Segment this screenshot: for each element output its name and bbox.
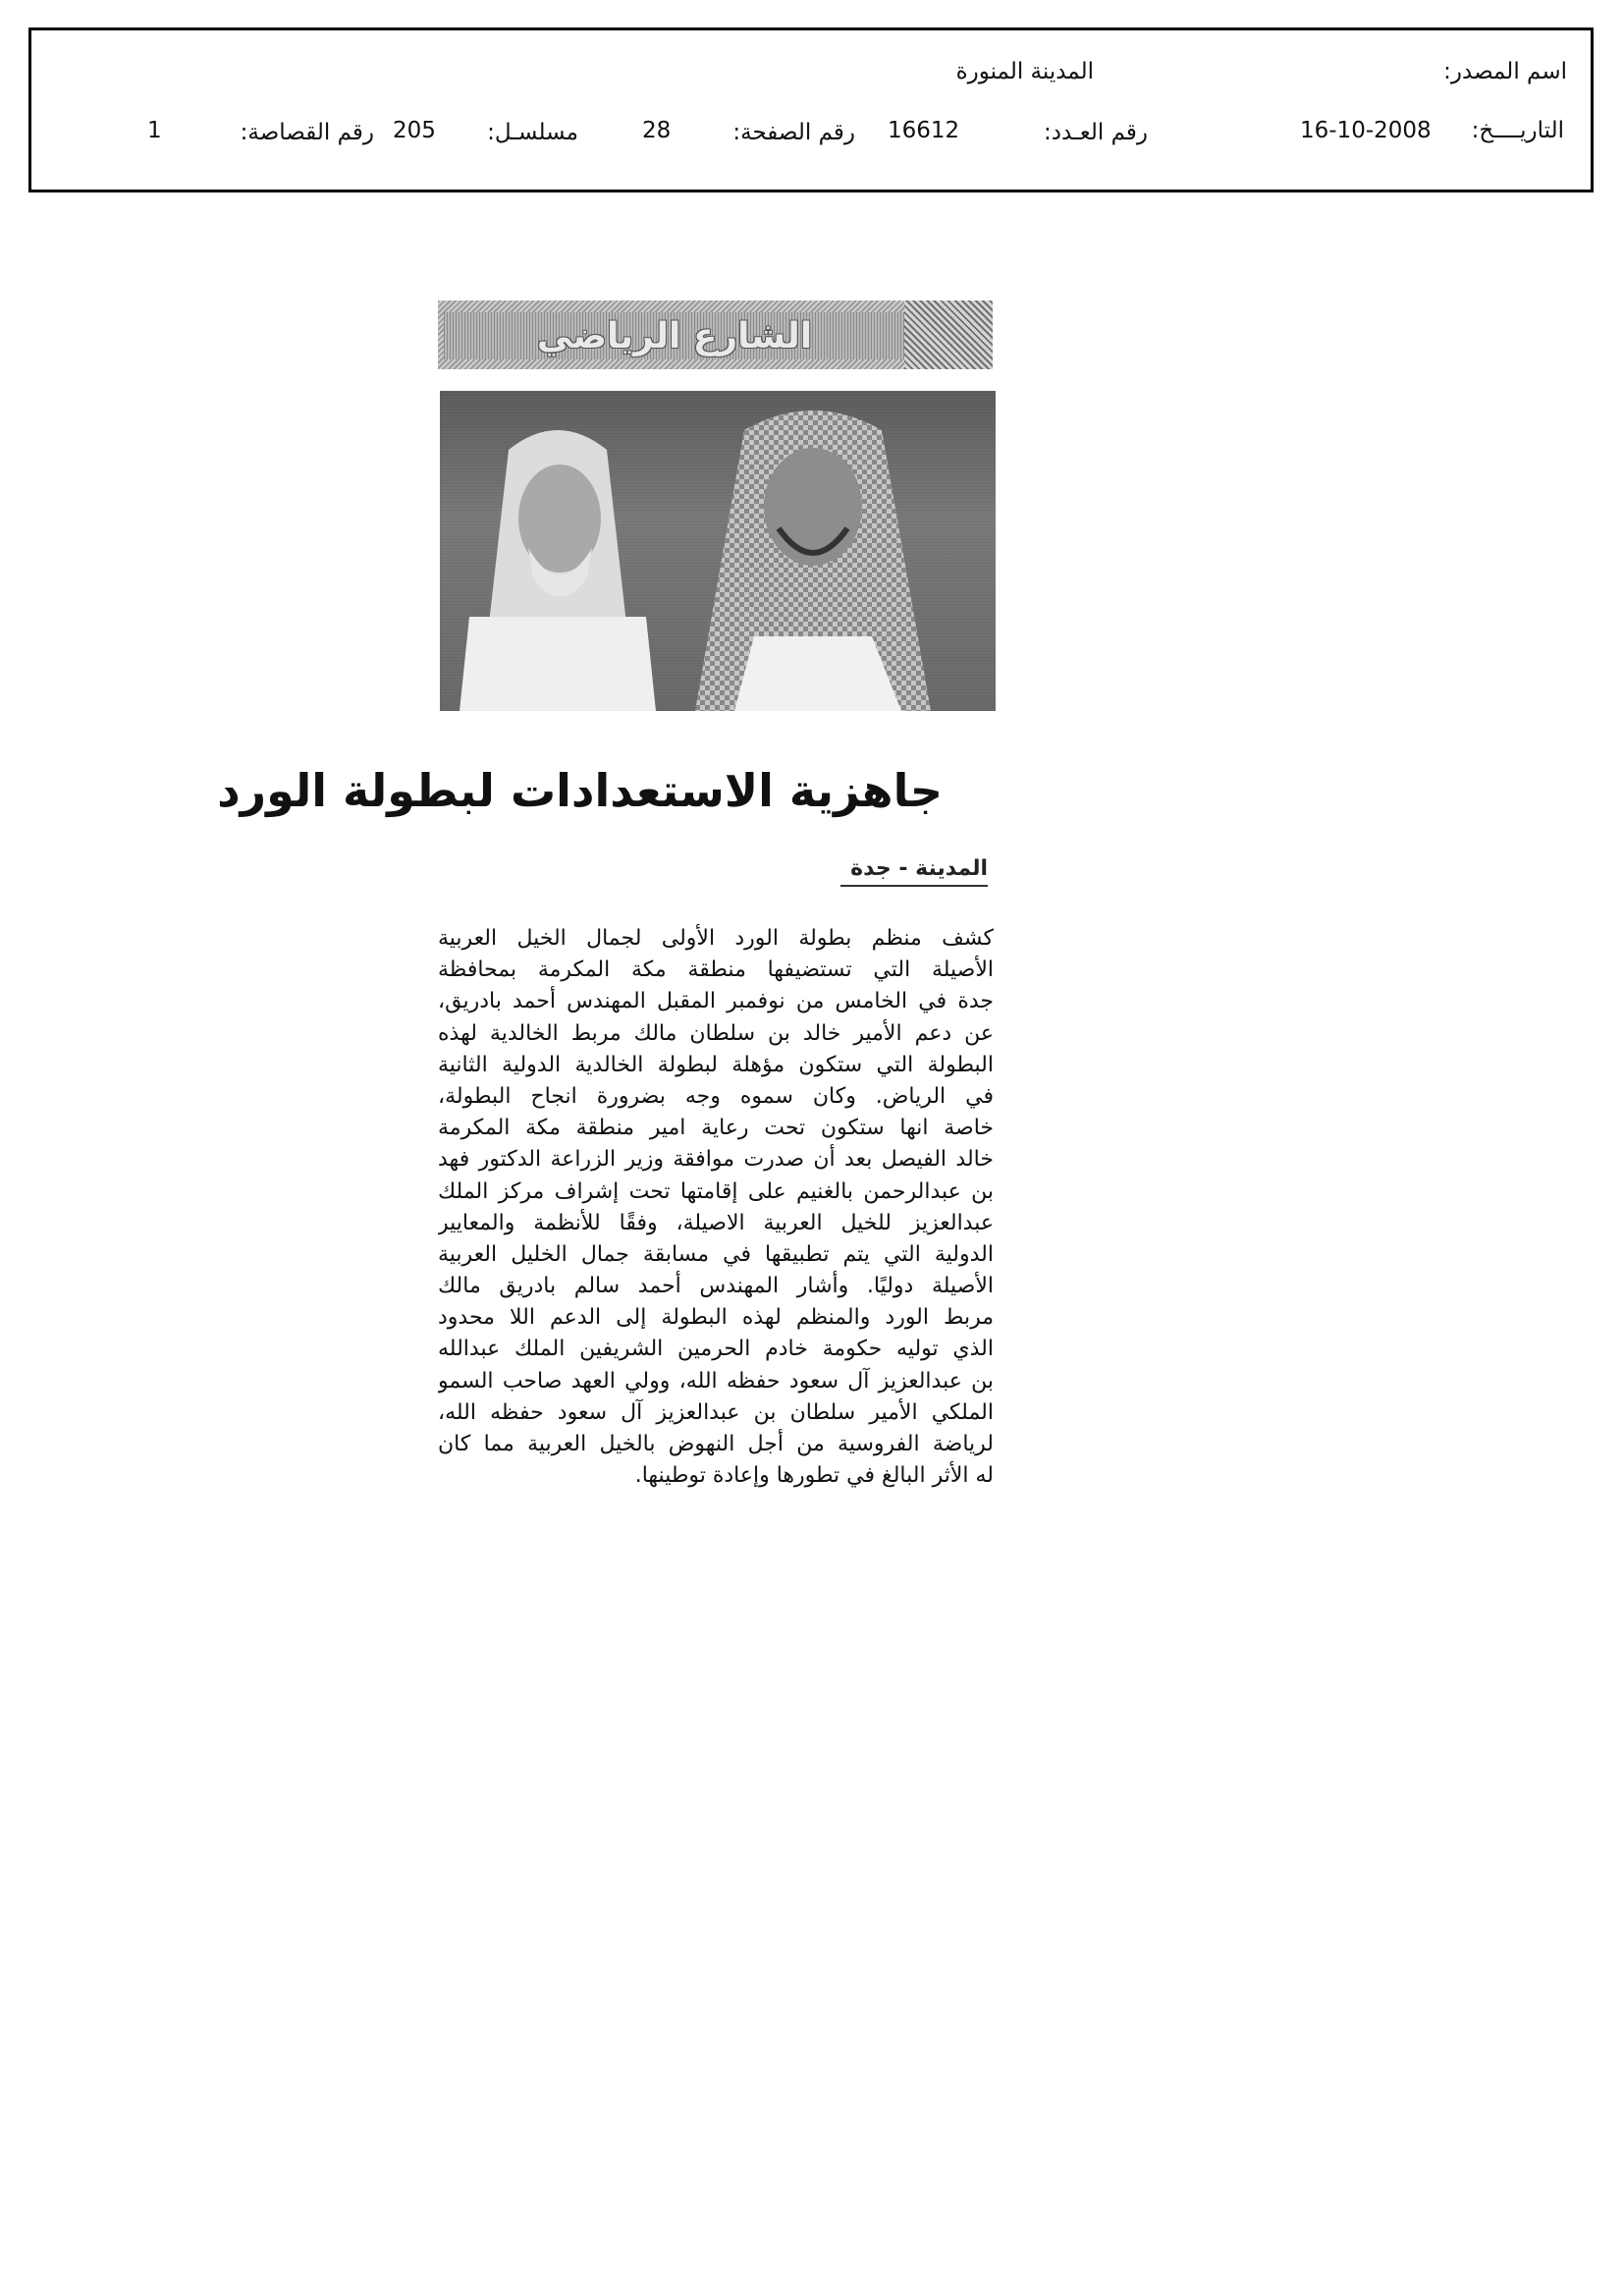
article-body bbox=[438, 923, 994, 1492]
page-value: 28 bbox=[642, 118, 672, 143]
serial-label: مسلسـل: bbox=[487, 120, 578, 145]
clipping-value: 1 bbox=[147, 118, 162, 143]
headline: جاهزية الاستعدادات لبطولة الورد bbox=[217, 764, 943, 817]
body-line: الذي توليه حكومة خادم الحرمين الشريفين الملك عبدالله bbox=[438, 1337, 994, 1362]
body-line: كشف منظم بطولة الورد الأولى لجمال الخيل العربية bbox=[438, 926, 994, 951]
body-line: له الأثر البالغ في تطورها وإعادة توطينها. bbox=[634, 1463, 994, 1489]
body-line: خاصة انها ستكون تحت رعاية امير منطقة مكة المكرمة bbox=[438, 1116, 994, 1141]
right-figure-thobe bbox=[734, 636, 901, 711]
body-line: بن عبدالعزيز آل سعود حفظه الله، وولي العهد صاحب السمو bbox=[438, 1368, 994, 1394]
body-line: عن دعم الأمير خالد بن سلطان مالك مربط الخالدية لهذه bbox=[438, 1020, 994, 1046]
dateline: المدينة - جدة bbox=[840, 856, 988, 887]
article-photo bbox=[440, 391, 996, 711]
date-label: التاريــــخ: bbox=[1471, 118, 1564, 143]
source-label: اسم المصدر: bbox=[1443, 59, 1567, 84]
header-box bbox=[28, 27, 1594, 192]
body-line: البطولة التي ستكون مؤهلة لبطولة الخالدية الدولية الثانية bbox=[438, 1052, 994, 1077]
section-title: الشارع الرياضي bbox=[536, 315, 813, 356]
source-value: المدينة المنورة bbox=[955, 59, 1094, 84]
section-banner-inner bbox=[444, 312, 905, 359]
body-line: خالد الفيصل بعد أن صدرت موافقة وزير الزراعة الدكتور فهد bbox=[438, 1147, 994, 1173]
left-figure-thobe bbox=[460, 617, 656, 711]
date-value: 16-10-2008 bbox=[1300, 118, 1432, 143]
section-banner bbox=[438, 301, 993, 369]
body-line: لرياضة الفروسية من أجل النهوض بالخيل العربية مما كان bbox=[438, 1432, 994, 1456]
page-label: رقم الصفحة: bbox=[732, 120, 855, 145]
photo-figures bbox=[440, 391, 996, 711]
body-line: بن عبدالرحمن بالغنيم على إقامتها تحت إشراف مركز الملك bbox=[438, 1178, 994, 1204]
serial-value: 205 bbox=[393, 118, 436, 143]
body-line: عبدالعزيز للخيل العربية الاصيلة، وفقًا للأنظمة والمعايير bbox=[438, 1210, 994, 1235]
section-banner-corner bbox=[904, 301, 993, 369]
body-line: في الرياض. وكان سموه وجه بضرورة انجاح البطولة، bbox=[438, 1083, 994, 1109]
body-line: جدة في الخامس من نوفمبر المقبل المهندس أحمد بادريق، bbox=[438, 989, 994, 1014]
clipping-label: رقم القصاصة: bbox=[240, 120, 374, 145]
issue-value: 16612 bbox=[888, 118, 960, 143]
body-line: الأصيلة دوليًا. وأشار المهندس أحمد سالم بادريق مالك bbox=[438, 1274, 994, 1299]
right-figure-face bbox=[764, 448, 862, 566]
body-line: الملكي الأمير سلطان بن عبدالعزيز آل سعود حفظه الله، bbox=[438, 1399, 994, 1425]
body-line: الأصيلة التي تستضيفها منطقة مكة المكرمة بمحافظة bbox=[438, 957, 994, 983]
body-line: مربط الورد والمنظم لهذه البطولة إلى الدعم اللا محدود bbox=[438, 1305, 994, 1331]
issue-label: رقم العـدد: bbox=[1043, 120, 1148, 145]
body-line: الدولية التي يتم تطبيقها في مسابقة جمال الخليل العربية bbox=[438, 1241, 994, 1267]
